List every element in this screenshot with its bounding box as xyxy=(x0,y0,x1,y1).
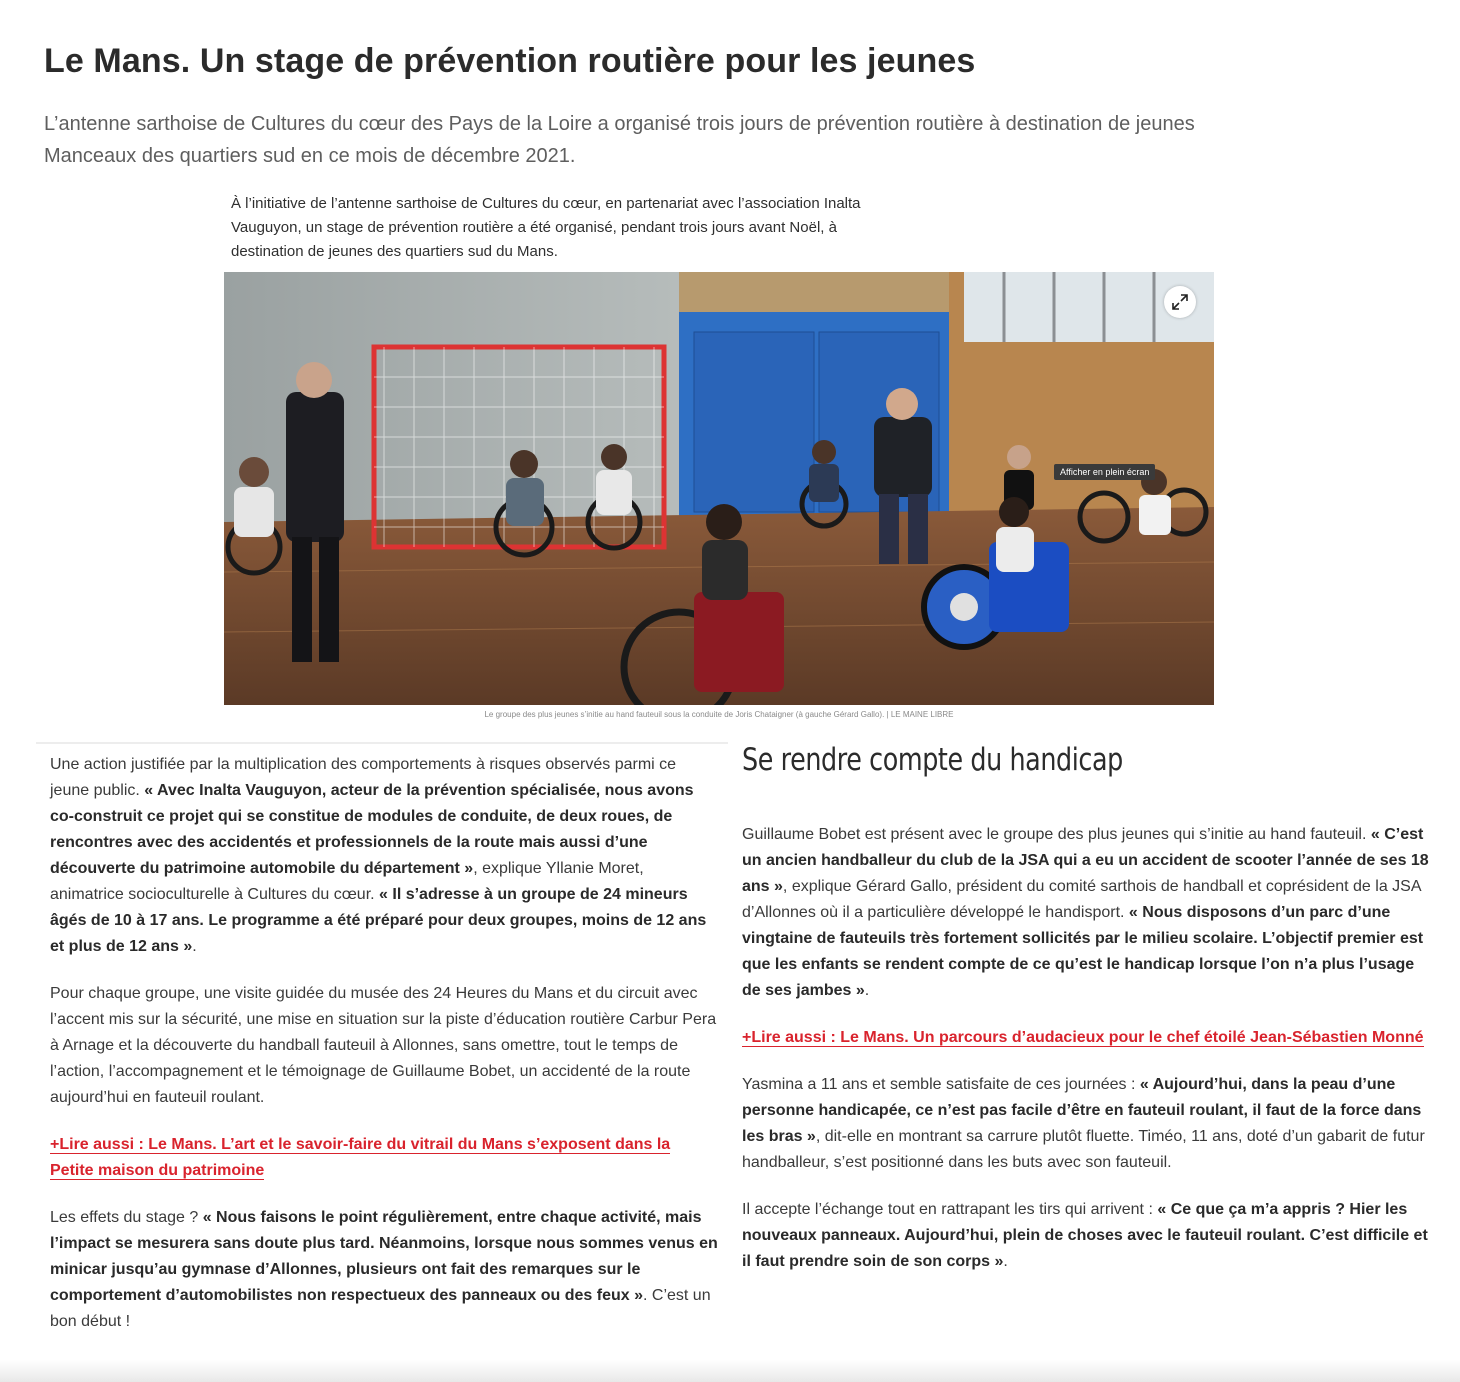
text-run: . xyxy=(864,982,870,999)
text-run: Il accepte l’échange tout en rattrapant les tirs qui arrivent : xyxy=(742,1201,1158,1218)
section-subhead: Se rendre compte du handicap xyxy=(742,742,1123,778)
paragraph xyxy=(742,1072,1432,1176)
text-run: , explique Gérard Gallo, président du comité sarthois de handball et coprésident de la JSA d’Allonnes où il a particulière développé le handisport. xyxy=(742,878,1421,921)
photo-caption: Le groupe des plus jeunes s’initie au hand fauteuil sous la conduite de Joris Chataigner (à gauche Gérard Gallo). | LE MAINE LIBRE xyxy=(484,710,954,719)
read-also-link[interactable]: +Lire aussi : Le Mans. L’art et le savoir-faire du vitrail du Mans s’exposent dans la Petite maison du patrimoine xyxy=(50,1136,671,1179)
article-intro: À l’initiative de l’antenne sarthoise de Cultures du cœur, en partenariat avec l’association Inalta Vauguyon, un stage de prévention routière a été organisé, pendant trois jours avant Noël, à destination de jeunes des quartiers sud du Mans. xyxy=(231,195,861,260)
quote: « Ce que ça m’a appris ? Hier les nouveaux panneaux. Aujourd’hui, plein de choses avec le fauteuil roulant. C’est difficile et il faut prendre soin de son corps » xyxy=(742,1201,1428,1270)
paragraph xyxy=(50,752,718,960)
article-photo[interactable] xyxy=(224,272,1214,705)
left-column xyxy=(50,752,718,1356)
text-run: . C’est un bon début ! xyxy=(50,1287,711,1330)
quote: « Nous faisons le point régulièrement, entre chaque activité, mais l’impact se mesurera sans doute plus tard. Néanmoins, lorsque nous sommes venus en minicar jusqu’au gymnase d’Allonnes, plusieurs ont fait des remarques sur le comportement d’automobilistes non respectueux des panneaux ou des feux » xyxy=(50,1209,718,1304)
right-column xyxy=(742,742,1432,1296)
text-run: . xyxy=(1003,1253,1008,1270)
text-run: , explique Yllanie Moret, animatrice socioculturelle à Cultures du cœur. xyxy=(50,860,644,903)
quote: « Il s’adresse à un groupe de 24 mineurs âgés de 10 à 17 ans. Le programme a été préparé pour deux groupes, moins de 12 ans et plus de 12 ans » xyxy=(50,886,707,955)
read-also xyxy=(742,1025,1432,1051)
text-run: Les effets du stage ? xyxy=(50,1209,203,1226)
expand-icon xyxy=(1171,293,1189,311)
read-also xyxy=(50,1132,718,1184)
section-divider xyxy=(36,742,728,744)
read-also-link[interactable]: +Lire aussi : Le Mans. Un parcours d’audacieux pour le chef étoilé Jean-Sébastien Monné xyxy=(742,1029,1424,1046)
quote: « C’est un ancien handballeur du club de la JSA qui a eu un accident de scooter l’année de ses 18 ans » xyxy=(742,826,1429,895)
quote: « Aujourd’hui, dans la peau d’une personne handicapée, ce n’est pas facile d’être en fauteuil roulant, il faut de la force dans les bras » xyxy=(742,1076,1422,1145)
quote: « Avec Inalta Vauguyon, acteur de la prévention spécialisée, nous avons co-construit ce projet qui se constitue de modules de conduite, de deux roues, de rencontres avec des accidentés et professionnels de la route mais aussi d’une découverte du patrimoine automobile du département » xyxy=(50,782,694,877)
quote: « Nous disposons d’un parc d’une vingtaine de fauteuils très fortement sollicités par le milieu scolaire. L’objectif premier est que les enfants se rendent compte de ce qu’est le handicap lorsque l’on n’a plus l’usage de ses jambes » xyxy=(742,904,1424,999)
text-run: Yasmina a 11 ans et semble satisfaite de ces journées : xyxy=(742,1076,1140,1093)
text-run: . xyxy=(192,938,197,955)
paragraph xyxy=(742,822,1432,1004)
fullscreen-tooltip: Afficher en plein écran xyxy=(1054,464,1155,480)
text-run: Guillaume Bobet est présent avec le groupe des plus jeunes qui s’initie au hand fauteuil. xyxy=(742,826,1371,843)
bottom-fade xyxy=(0,1360,1460,1382)
paragraph xyxy=(742,1197,1432,1275)
paragraph xyxy=(50,1205,718,1335)
gym-photo-illustration xyxy=(224,272,1214,705)
article-lede: L’antenne sarthoise de Cultures du cœur des Pays de la Loire a organisé trois jours de prévention routière à destination de jeunes Manceaux des quartiers sud en ce mois de décembre 2021. xyxy=(44,113,1195,167)
article-title: Le Mans. Un stage de prévention routière pour les jeunes xyxy=(44,42,976,80)
text-run: , dit-elle en montrant sa carrure plutôt fluette. Timéo, 11 ans, doté d’un gabarit de futur handballeur, s’est positionné dans les buts avec son fauteuil. xyxy=(742,1128,1425,1171)
text-run: Une action justifiée par la multiplication des comportements à risques observés parmi ce jeune public. xyxy=(50,756,677,799)
fullscreen-button[interactable] xyxy=(1164,286,1196,318)
paragraph: Pour chaque groupe, une visite guidée du musée des 24 Heures du Mans et du circuit avec l’accent mis sur la sécurité, une mise en situation sur la piste d’éducation routière Carbur Pera à Arnage et la découverte du handball fauteuil à Allonnes, sans omettre, tout le temps de l’action, l’accompagnement et le témoignage de Guillaume Bobet, un accidenté de la route aujourd’hui en fauteuil roulant. xyxy=(50,985,717,1106)
